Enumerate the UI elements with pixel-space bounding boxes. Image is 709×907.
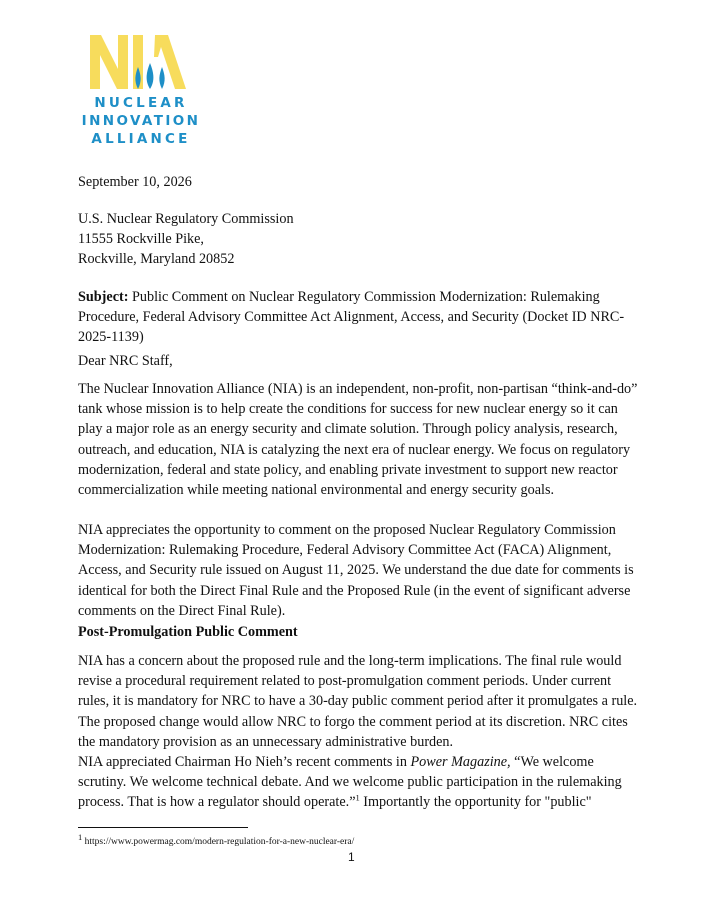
paragraph-text: Importantly the opportunity for "public" (359, 794, 592, 811)
paragraph-text: “We welcome scrutiny. We welcome technical debate. And we welcome public participation in the rulemaking process. That is how a regulator should operate.” (78, 754, 622, 811)
recipient-address (78, 209, 638, 270)
footnote (78, 831, 355, 848)
section-heading: Post-Promulgation Public Comment (78, 624, 298, 640)
logo-text-line2: INNOVATION (81, 113, 201, 129)
address-line: Rockville, Maryland 20852 (78, 251, 235, 268)
subject-text: Public Comment on Nuclear Regulatory Commission Modernization: Rulemaking Procedure, Federal Advisory Committee Act Alignment, Access, and Security (Docket ID NRC-2025-1139) (78, 289, 625, 346)
logo-text-line3: ALLIANCE (91, 131, 191, 147)
logo-text-line1: NUCLEAR (94, 95, 188, 111)
page-number: 1 (348, 850, 355, 864)
salutation: Dear NRC Staff, (78, 353, 173, 369)
nia-logo (82, 33, 212, 151)
body-paragraph: NIA appreciates the opportunity to comment on the proposed Nuclear Regulatory Commission Modernization: Rulemaking Procedure, Federal Advisory Committee Act (FACA) Alignment, Access, and Security rule issued on August 11, 2025. We understand the due date for comments is identical for both the Direct Final Rule and the Proposed Rule (in the event of significant adverse comments on the Direct Final Rule). (78, 522, 634, 619)
letter-date: September 10, 2026 (78, 174, 192, 190)
address-line: U.S. Nuclear Regulatory Commission (78, 211, 294, 227)
address-line: 11555 Rockville Pike, (78, 231, 204, 248)
footnote-reference[interactable]: 1 (355, 792, 360, 803)
footnote-divider (78, 827, 248, 828)
subject-line (78, 287, 638, 348)
footnote-link[interactable]: https://www.powermag.com/modern-regulation-for-a-new-nuclear-era/ (82, 837, 355, 847)
footnote-marker: 1 (78, 831, 83, 842)
paragraph-text: NIA appreciated Chairman Ho Nieh’s recent comments in (78, 754, 411, 770)
body-paragraph: NIA has a concern about the proposed rule and the long-term implications. The final rule would revise a procedural requirement related to post-promulgation comment periods. Under current rules, it is mandatory for NRC to have a 30-day public comment period after it promulgates a rule. The proposed change would allow NRC to forgo the comment period at its discretion. NRC cites the mandatory provision as an unnecessary administrative burden. (78, 653, 638, 750)
body-paragraph: The Nuclear Innovation Alliance (NIA) is an independent, non-profit, non-partisan “think-and-do” tank whose mission is to help create the conditions for success for new nuclear energy so it can play a major role as an energy security and climate solution. Through policy analysis, research, outreach, and education, NIA is catalyzing the next era of nuclear energy. We focus on regulatory modernization, federal and state policy, and enabling private investment to support new reactor commercialization while meeting national environmental and energy security goals. (78, 381, 638, 499)
body-paragraph (78, 752, 638, 813)
publication-title: Power Magazine, (410, 754, 511, 770)
subject-label: Subject: (78, 289, 129, 305)
nia-logo-mark-icon (88, 33, 188, 91)
